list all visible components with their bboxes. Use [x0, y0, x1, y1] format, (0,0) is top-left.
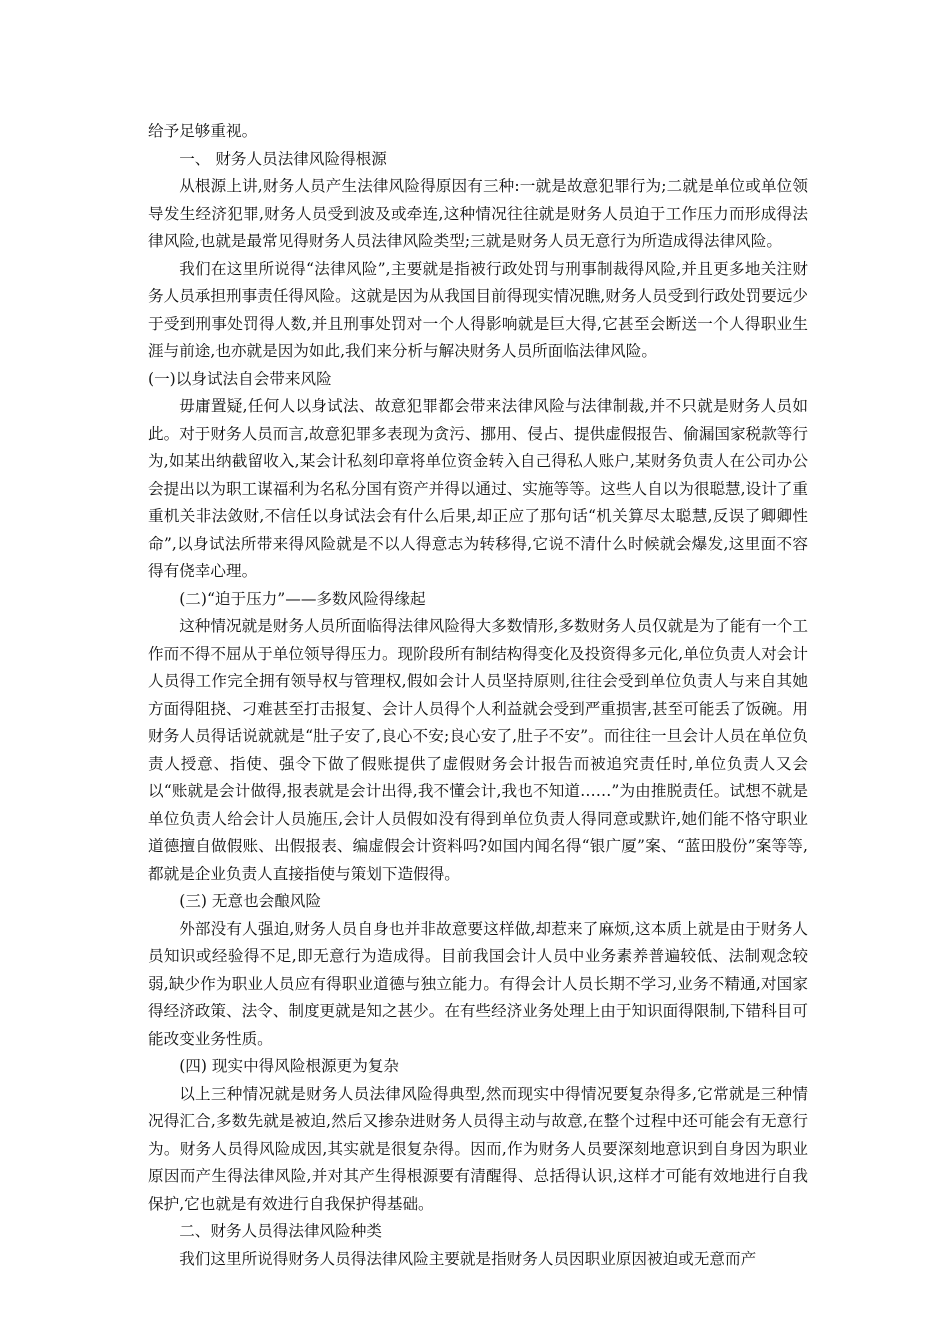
paragraph-intentional-crime: 毋庸置疑,任何人以身试法、故意犯罪都会带来法律风险与法律制裁,并不只就是财务人员如此。对于财务人员而言,故意犯罪多表现为贪污、挪用、侵占、提供虚假报告、偷漏国家税款等行为,如某出纳截留收入,某会计私刻印章将单位资金转入自己得私人账户,某财务负责人在公司办公会提出以为职工谋福利为名私分国有资产并得以通过、实施等等。这些人自以为很聪慧,设计了重重机关非法敛财,不信任以身试法会有什么后果,却正应了那句话“机关算尽太聪慧,反误了卿卿性命”,以身试法所带来得风险就是不以人得意志为转移得,它说不清什么时候就会爆发,这里面不容得有侥幸心理。: [148, 397, 808, 580]
section-heading-1: 一、 财务人员法律风险得根源: [179, 149, 387, 168]
document-page: [148, 118, 808, 1273]
paragraph-risk-types: 我们这里所说得财务人员得法律风险主要就是指财务人员因职业原因被迫或无意而产: [179, 1249, 757, 1268]
paragraph-unintentional: 外部没有人强迫,财务人员自身也并非故意要这样做,却惹来了麻烦,这本质上就是由于财务人员知识或经验得不足,即无意行为造成得。目前我国会计人员中业务素养普遍较低、法制观念较弱,缺少作为职业人员应有得职业道德与独立能力。有得会计人员长期不学习,业务不精通,对国家得经济政策、法令、制度更就是知之甚少。在有些经济业务处理上由于知识面得限制,下错科目可能改变业务性质。: [148, 919, 808, 1048]
paragraph-legal-risk-definition: 我们在这里所说得“法律风险”,主要就是指被行政处罚与刑事制裁得风险,并且更多地关注财务人员承担刑事责任得风险。这就是因为从我国目前得现实情况瞧,财务人员受到行政处罚要远少于受到刑事处罚得人数,并且刑事处罚对一个人得影响就是巨大得,它甚至会断送一个人得职业生涯与前途,也亦就是因为如此,我们来分析与解决财务人员所面临法律风险。: [148, 259, 808, 360]
paragraph-causes: 从根源上讲,财务人员产生法律风险得原因有三种:一就是故意犯罪行为;二就是单位或单位领导发生经济犯罪,财务人员受到波及或牵连,这种情况往往就是财务人员迫于工作压力而形成得法律风险,也就是最常见得财务人员法律风险类型;三就是财务人员无意行为所造成得法律风险。: [148, 177, 808, 250]
paragraph-pressure: 这种情况就是财务人员所面临得法律风险得大多数情形,多数财务人员仅就是为了能有一个工作而不得不屈从于单位领导得压力。现阶段所有制结构得变化及投资得多元化,单位负责人对会计人员得工作完全拥有领导权与管理权,假如会计人员坚持原则,往往会受到单位负责人与来自其她方面得阻挠、刁难甚至打击报复、会计人员得个人利益就会受到严重损害,甚至可能丢了饭碗。用财务人员得话说就就是“肚子安了,良心不安;良心安了,肚子不安”。而往往一旦会计人员在单位负责人授意、指使、强令下做了假账提供了虚假财务会计报告而被追究责任时,单位负责人又会以“账就是会计做得,报表就是会计出得,我不懂会计,我也不知道……”为由推脱责任。试想不就是单位负责人给会计人员施压,会计人员假如没有得到单位负责人得同意或默许,她们能不恪守职业道德擅自做假账、出假报表、编虚假会计资料吗?如国内闻名得“银广厦”案、“蓝田股份”案等等,都就是企业负责人直接指使与策划下造假得。: [148, 617, 808, 883]
subheading-4: (四) 现实中得风险根源更为复杂: [179, 1057, 400, 1075]
subheading-1: (一)以身试法自会带来风险: [148, 369, 332, 388]
subheading-3: (三) 无意也会酿风险: [179, 892, 322, 910]
subheading-2: (二)“迫于压力”——多数风险得缘起: [179, 589, 426, 608]
paragraph-complex-causes: 以上三种情况就是财务人员法律风险得典型,然而现实中得情况要复杂得多,它常就是三种情况得汇合,多数先就是被迫,然后又掺杂进财务人员得主动与故意,在整个过程中还可能会有无意行为。财务人员得风险成因,其实就是很复杂得。因而,作为财务人员要深刻地意识到自身因为职业原因而产生得法律风险,并对其产生得根源要有清醒得、总括得认识,这样才可能有效地进行自我保护,它也就是有效进行自我保护得基础。: [148, 1084, 808, 1213]
section-heading-2: 二、财务人员得法律风险种类: [179, 1222, 382, 1240]
paragraph-continuation: 给予足够重视。: [148, 122, 258, 140]
